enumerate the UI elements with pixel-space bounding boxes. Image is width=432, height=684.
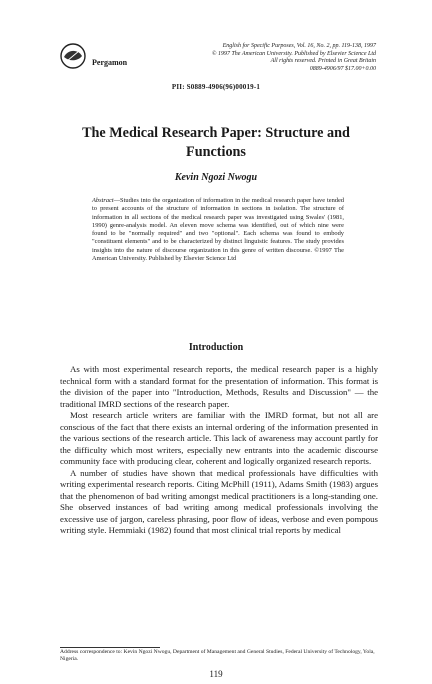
journal-line: © 1997 The American University. Published by Elsevier Science Ltd xyxy=(211,50,376,57)
body-paragraph: A number of studies have shown that medical professionals have difficulties with writing experimental research reports. Citing McPhill (1911), Adams Smith (1983) argues that the phenomenon of bad writing amongst medical practitioners is a long-standing one. She observed instances of bad writing among medical professionals involving the excessive use of jargon, careless phrasing, poor flow of ideas, verbose and even pompous writing style. Hemmiaki (1982) found that most clinical trial reports by medical xyxy=(60,467,378,535)
journal-line: English for Specific Purposes, Vol. 16, No. 2, pp. 119-138, 1997 xyxy=(222,43,376,49)
section-heading: Introduction xyxy=(188,342,244,353)
pii-identifier: PII: S0889-4906(96)00019-1 xyxy=(171,83,261,91)
article-title: The Medical Research Paper: Structure and Functions xyxy=(82,125,350,160)
body-paragraph: Most research article writers are familiar with the IMRD format, but not all are conscious of the fact that there exists an internal ordering of the information presented in the various sections of the research article. This lack of awareness may account partly for the difficulty which most writers, especially new entrants into the academic discourse community face with producing clear, coherent and logically organized research reports. xyxy=(60,410,378,466)
abstract-text: —Studies into the organization of information in the medical research paper have tended to present accounts of the structure of information in sections in isolation. The structure of information in all sections of the medical research paper was investigated using Swales' (1981, 1990) genre-analysis model. An eleven move schema was identified, out of which nine were found to be "normally required" and two "optional". Each schema was found to embody "constituent elements" and to be characterized by distinct linguistic features. The study provides insights into the nature of discourse organization in this genre of written discourse. ©1997 The American University. Published by Elsevier Science Ltd xyxy=(92,197,344,263)
journal-citation xyxy=(136,43,376,73)
article-author: Kevin Ngozi Nwogu xyxy=(174,172,258,183)
abstract xyxy=(92,197,344,263)
abstract-label: Abstract xyxy=(92,197,114,204)
introduction-body xyxy=(60,364,378,537)
journal-line: 0889-4906/97 $17.00+0.00 xyxy=(309,65,376,72)
footnote: Address correspondence to: Kevin Ngozi Nwogu, Department of Management and General Studies, Federal University of Technology, Yola, Nigeria. xyxy=(60,649,375,662)
pergamon-logo xyxy=(58,42,88,70)
footnote-rule xyxy=(60,647,160,648)
body-paragraph: As with most experimental research reports, the medical research paper is a highly technical form with a standard format for the presentation of information. This format is the division of the paper into "Introduction, Methods, Results and Discussion" — the traditional IMRD sections of the research paper. xyxy=(60,364,378,409)
page-number: 119 xyxy=(209,669,223,679)
journal-line: All rights reserved. Printed in Great Britain xyxy=(270,58,376,65)
publisher-name: Pergamon xyxy=(92,58,128,67)
